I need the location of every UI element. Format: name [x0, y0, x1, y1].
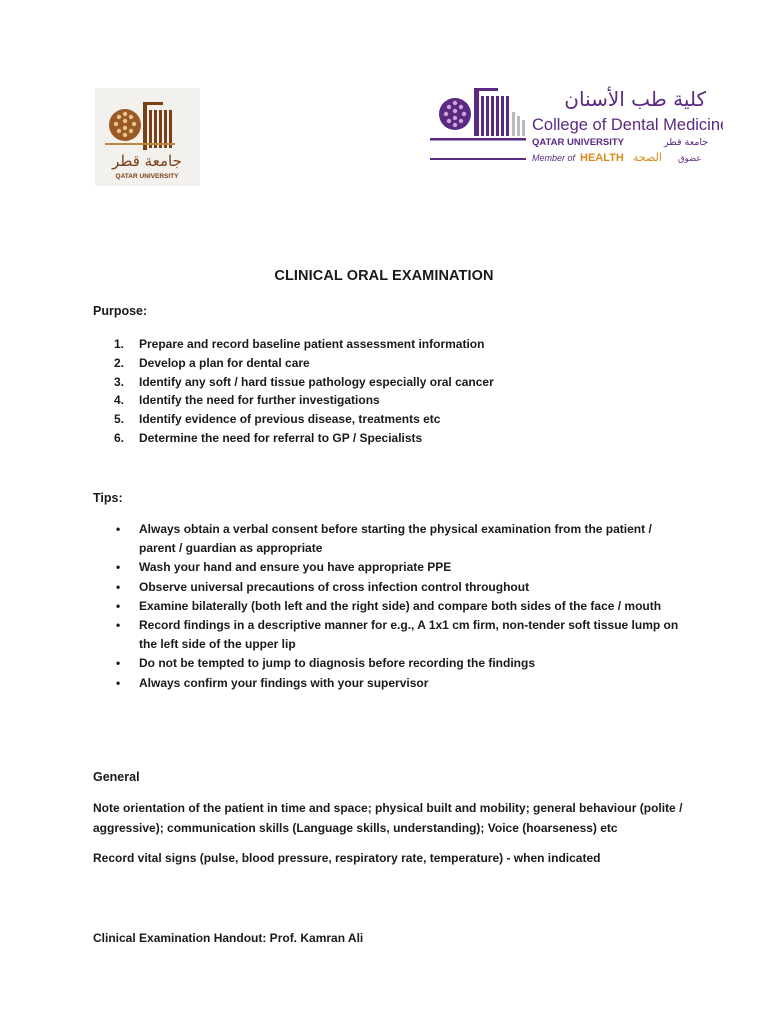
list-item [93, 520, 683, 558]
list-item [93, 616, 683, 654]
bullet-icon: • [116, 522, 121, 536]
general-paragraph: Note orientation of the patient in time and space; physical built and mobility; general behaviour (polite / aggressive); communication skills (Language skills, understanding); Voice (hoarseness) etc [93, 801, 683, 835]
general-heading: General [93, 770, 140, 784]
bullet-icon: • [116, 598, 121, 613]
list-number: 2. [114, 355, 125, 370]
list-text: Examine bilaterally (both left and the right side) and compare both sides of the face / mouth [139, 598, 662, 613]
list-text: Identify the need for further investigations [139, 393, 380, 408]
health-arabic-label: الصحة [633, 151, 662, 164]
list-text: Identify any soft / hard tissue pathology especially oral cancer [139, 374, 494, 389]
document-footer: Clinical Examination Handout: Prof. Kamran Ali [93, 931, 364, 945]
cdm-university-arabic: جامعة قطر [664, 137, 709, 148]
list-text: Determine the need for referral to GP / Specialists [139, 430, 423, 445]
tips-list [93, 520, 683, 693]
cdm-emblem-icon [428, 86, 723, 166]
list-item [93, 335, 693, 354]
list-item [93, 654, 683, 673]
list-item [93, 410, 693, 429]
list-item [93, 373, 693, 392]
list-text: Do not be tempted to jump to diagnosis before recording the findings [139, 656, 535, 671]
bullet-icon: • [116, 675, 121, 690]
cdm-university-name: QATAR UNIVERSITY [532, 137, 625, 148]
cdm-english-title: College of Dental Medicine [532, 116, 723, 134]
list-item [93, 597, 683, 616]
list-text: Prepare and record baseline patient assessment information [139, 337, 485, 351]
list-number: 1. [114, 337, 125, 351]
general-paragraph: Record vital signs (pulse, blood pressure, respiratory rate, temperature) - when indicated [93, 851, 601, 865]
member-arabic-label: عضوق [678, 154, 702, 164]
qatar-university-emblem-icon [95, 88, 200, 186]
list-item [93, 674, 683, 693]
college-of-dental-medicine-logo [428, 86, 723, 166]
purpose-heading: Purpose: [93, 304, 148, 318]
tips-heading: Tips: [93, 491, 123, 505]
purpose-list [93, 335, 693, 448]
list-text: Always obtain a verbal consent before starting the physical examination from the patient / parent / guardian as appropriate [139, 522, 652, 556]
bullet-icon: • [116, 656, 121, 671]
cdm-arabic-title: كلية طب الأسنان [564, 87, 706, 111]
list-text: Observe universal precautions of cross infection control throughout [139, 579, 530, 594]
qatar-university-logo [95, 88, 200, 186]
member-of-label: Member of [532, 153, 576, 163]
list-text: Wash your hand and ensure you have appropriate PPE [139, 560, 452, 575]
list-text: Record findings in a descriptive manner for e.g., A 1x1 cm firm, non-tender soft tissue lump on the left side of the upper lip [139, 618, 679, 652]
list-number: 3. [114, 374, 125, 389]
list-item [93, 578, 683, 597]
health-label: HEALTH [580, 152, 624, 164]
list-text: Develop a plan for dental care [139, 355, 310, 370]
list-item [93, 354, 693, 373]
document-title: CLINICAL ORAL EXAMINATION [274, 268, 494, 284]
list-item [93, 391, 693, 410]
list-number: 5. [114, 412, 125, 427]
list-item [93, 429, 693, 448]
list-text: Identify evidence of previous disease, treatments etc [139, 412, 441, 427]
list-text: Always confirm your findings with your supervisor [139, 675, 429, 690]
bullet-icon: • [116, 618, 121, 633]
bullet-icon: • [116, 579, 121, 594]
qu-arabic-name: جامعة قطر [112, 152, 182, 170]
list-number: 4. [114, 393, 125, 408]
list-item [93, 558, 683, 577]
qu-english-name: QATAR UNIVERSITY [115, 173, 179, 180]
list-number: 6. [114, 430, 125, 445]
bullet-icon: • [116, 560, 121, 575]
